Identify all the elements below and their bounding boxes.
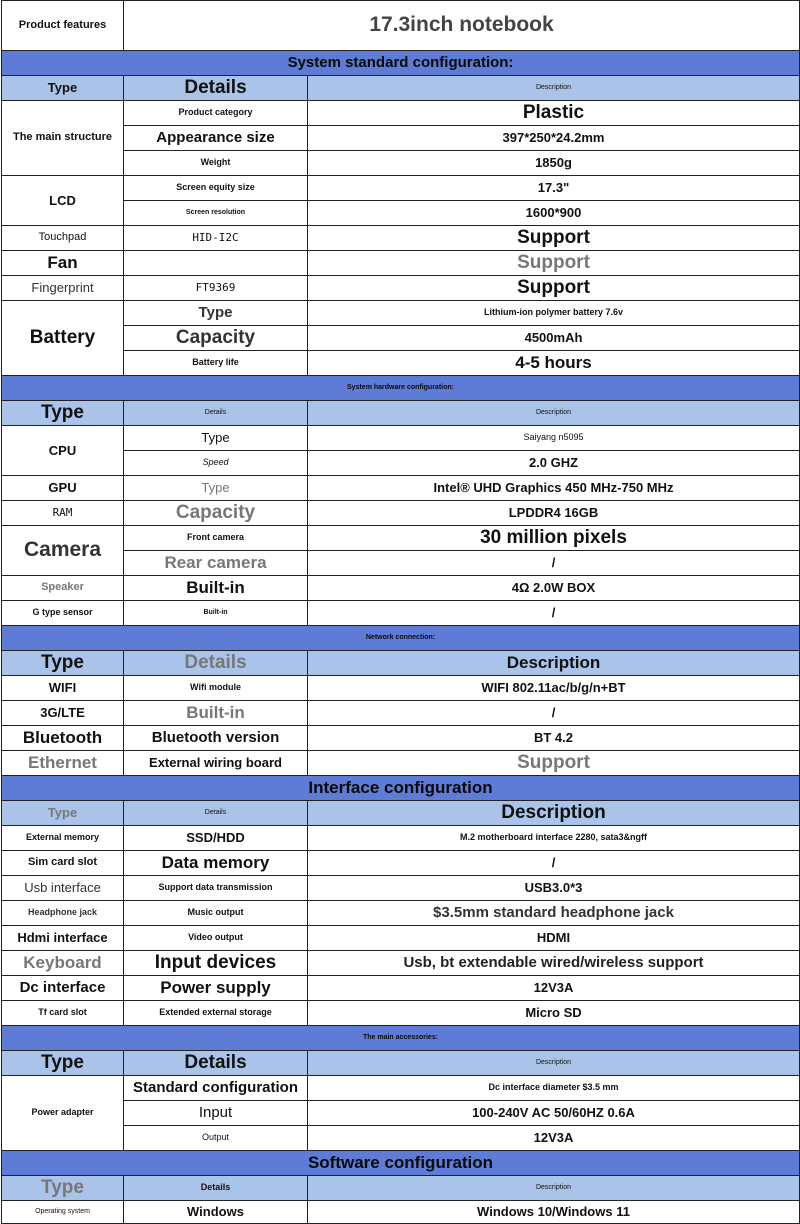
section-bar-system-hardware [2,376,800,401]
table-row [2,751,800,776]
value-cell: Lithium-ion polymer battery 7.6v [308,301,800,326]
detail-cell: Input devices [124,951,308,976]
detail-cell: Capacity [124,501,308,526]
table-row [2,1201,800,1224]
row-label: Tf card slot [2,1001,124,1026]
value-cell: Dc interface diameter $3.5 mm [308,1076,800,1101]
table-row [2,501,800,526]
row-label: Hdmi interface [2,926,124,951]
detail-cell: Built-in [124,701,308,726]
section-title: The main accessories: [2,1026,800,1051]
row-label: Fan [2,251,124,276]
detail-cell: Weight [124,151,308,176]
detail-cell: SSD/HDD [124,826,308,851]
spec-table [1,0,800,1224]
detail-cell: Output [124,1126,308,1151]
section-bar-system-standard [2,51,800,76]
table-row [2,526,800,551]
column-header-row [2,401,800,426]
section-title: Software configuration [2,1151,800,1176]
table-row [2,826,800,851]
value-cell: 397*250*24.2mm [308,126,800,151]
detail-cell: Video output [124,926,308,951]
column-header-row [2,801,800,826]
value-cell: WIFI 802.11ac/b/g/n+BT [308,676,800,701]
value-cell: / [308,551,800,576]
table-row [2,901,800,926]
col-type: Type [2,801,124,826]
row-label: Headphone jack [2,901,124,926]
table-row [2,251,800,276]
page-title: 17.3inch notebook [124,1,800,51]
value-cell: Usb, bt extendable wired/wireless support [308,951,800,976]
col-description: Description [308,76,800,101]
detail-cell: Screen resolution [124,201,308,226]
value-cell: / [308,601,800,626]
row-label: LCD [2,176,124,226]
table-row [2,476,800,501]
column-header-row [2,651,800,676]
table-row [2,301,800,326]
value-cell: 30 million pixels [308,526,800,551]
table-row [2,1076,800,1101]
row-label: Dc interface [2,976,124,1001]
value-cell: 1850g [308,151,800,176]
section-bar-network [2,626,800,651]
value-cell: 4Ω 2.0W BOX [308,576,800,601]
value-cell: Windows 10/Windows 11 [308,1201,800,1224]
row-label: CPU [2,426,124,476]
row-label: Speaker [2,576,124,601]
col-type: Type [2,1176,124,1201]
value-cell: 2.0 GHZ [308,451,800,476]
table-row [2,926,800,951]
table-row [2,601,800,626]
row-label: Battery [2,301,124,376]
table-row [2,876,800,901]
table-row [2,676,800,701]
value-cell: 4-5 hours [308,351,800,376]
table-row [2,951,800,976]
row-label: 3G/LTE [2,701,124,726]
value-cell: Intel® UHD Graphics 450 MHz-750 MHz [308,476,800,501]
detail-cell: Support data transmission [124,876,308,901]
value-cell: USB3.0*3 [308,876,800,901]
value-cell: M.2 motherboard interface 2280, sata3&ngff [308,826,800,851]
row-label: WIFI [2,676,124,701]
table-row [2,426,800,451]
section-bar-interface [2,776,800,801]
row-label: Camera [2,526,124,576]
value-cell: 17.3" [308,176,800,201]
col-details: Details [124,401,308,426]
row-label: External memory [2,826,124,851]
col-type: Type [2,651,124,676]
col-details: Details [124,1176,308,1201]
column-header-row [2,1051,800,1076]
table-row [2,851,800,876]
row-label: GPU [2,476,124,501]
row-label: RAM [2,501,124,526]
row-label: Touchpad [2,226,124,251]
detail-cell: Battery life [124,351,308,376]
table-row [2,176,800,201]
table-row [2,1001,800,1026]
table-row [2,726,800,751]
row-label: Bluetooth [2,726,124,751]
detail-cell: HID-I2C [124,226,308,251]
col-type: Type [2,1051,124,1076]
row-label: The main structure [2,101,124,176]
detail-cell: Music output [124,901,308,926]
detail-cell: Built-in [124,601,308,626]
section-bar-software [2,1151,800,1176]
value-cell: LPDDR4 16GB [308,501,800,526]
col-description: Description [308,1176,800,1201]
product-features-label: Product features [2,1,124,51]
detail-cell: Extended external storage [124,1001,308,1026]
value-cell: BT 4.2 [308,726,800,751]
table-row [2,226,800,251]
value-cell: Support [308,251,800,276]
detail-cell: Built-in [124,576,308,601]
col-details: Details [124,651,308,676]
title-row [2,1,800,51]
value-cell: / [308,851,800,876]
section-title: System standard configuration: [2,51,800,76]
section-bar-accessories [2,1026,800,1051]
col-description: Description [308,401,800,426]
section-title: Network connection: [2,626,800,651]
col-details: Details [124,801,308,826]
detail-cell: FT9369 [124,276,308,301]
detail-cell: Appearance size [124,126,308,151]
detail-cell: Data memory [124,851,308,876]
value-cell: $3.5mm standard headphone jack [308,901,800,926]
value-cell: Saiyang n5095 [308,426,800,451]
column-header-row [2,1176,800,1201]
section-title: Interface configuration [2,776,800,801]
value-cell: 1600*900 [308,201,800,226]
detail-cell: Front camera [124,526,308,551]
value-cell: 100-240V AC 50/60HZ 0.6A [308,1101,800,1126]
detail-cell: Windows [124,1201,308,1224]
value-cell: Support [308,276,800,301]
detail-cell: Type [124,301,308,326]
detail-cell [124,251,308,276]
detail-cell: Input [124,1101,308,1126]
value-cell: Support [308,751,800,776]
table-row [2,276,800,301]
row-label: Sim card slot [2,851,124,876]
row-label: Power adapter [2,1076,124,1151]
detail-cell: External wiring board [124,751,308,776]
row-label: Keyboard [2,951,124,976]
row-label: Ethernet [2,751,124,776]
section-title: System hardware configuration: [2,376,800,401]
table-row [2,976,800,1001]
detail-cell: Speed [124,451,308,476]
detail-cell: Capacity [124,326,308,351]
detail-cell: Standard configuration [124,1076,308,1101]
value-cell: 4500mAh [308,326,800,351]
detail-cell: Screen equity size [124,176,308,201]
value-cell: / [308,701,800,726]
col-details: Details [124,1051,308,1076]
table-row [2,101,800,126]
col-description: Description [308,651,800,676]
detail-cell: Power supply [124,976,308,1001]
col-description: Description [308,801,800,826]
value-cell: HDMI [308,926,800,951]
col-details: Details [124,76,308,101]
col-type: Type [2,401,124,426]
table-row [2,701,800,726]
detail-cell: Type [124,476,308,501]
detail-cell: Type [124,426,308,451]
detail-cell: Bluetooth version [124,726,308,751]
row-label: Usb interface [2,876,124,901]
table-row [2,576,800,601]
column-header-row [2,76,800,101]
value-cell: 12V3A [308,1126,800,1151]
value-cell: Support [308,226,800,251]
value-cell: Plastic [308,101,800,126]
row-label: Operating system [2,1201,124,1224]
col-description: Description [308,1051,800,1076]
detail-cell: Wifi module [124,676,308,701]
row-label: Fingerprint [2,276,124,301]
col-type: Type [2,76,124,101]
value-cell: Micro SD [308,1001,800,1026]
detail-cell: Rear camera [124,551,308,576]
detail-cell: Product category [124,101,308,126]
value-cell: 12V3A [308,976,800,1001]
row-label: G type sensor [2,601,124,626]
